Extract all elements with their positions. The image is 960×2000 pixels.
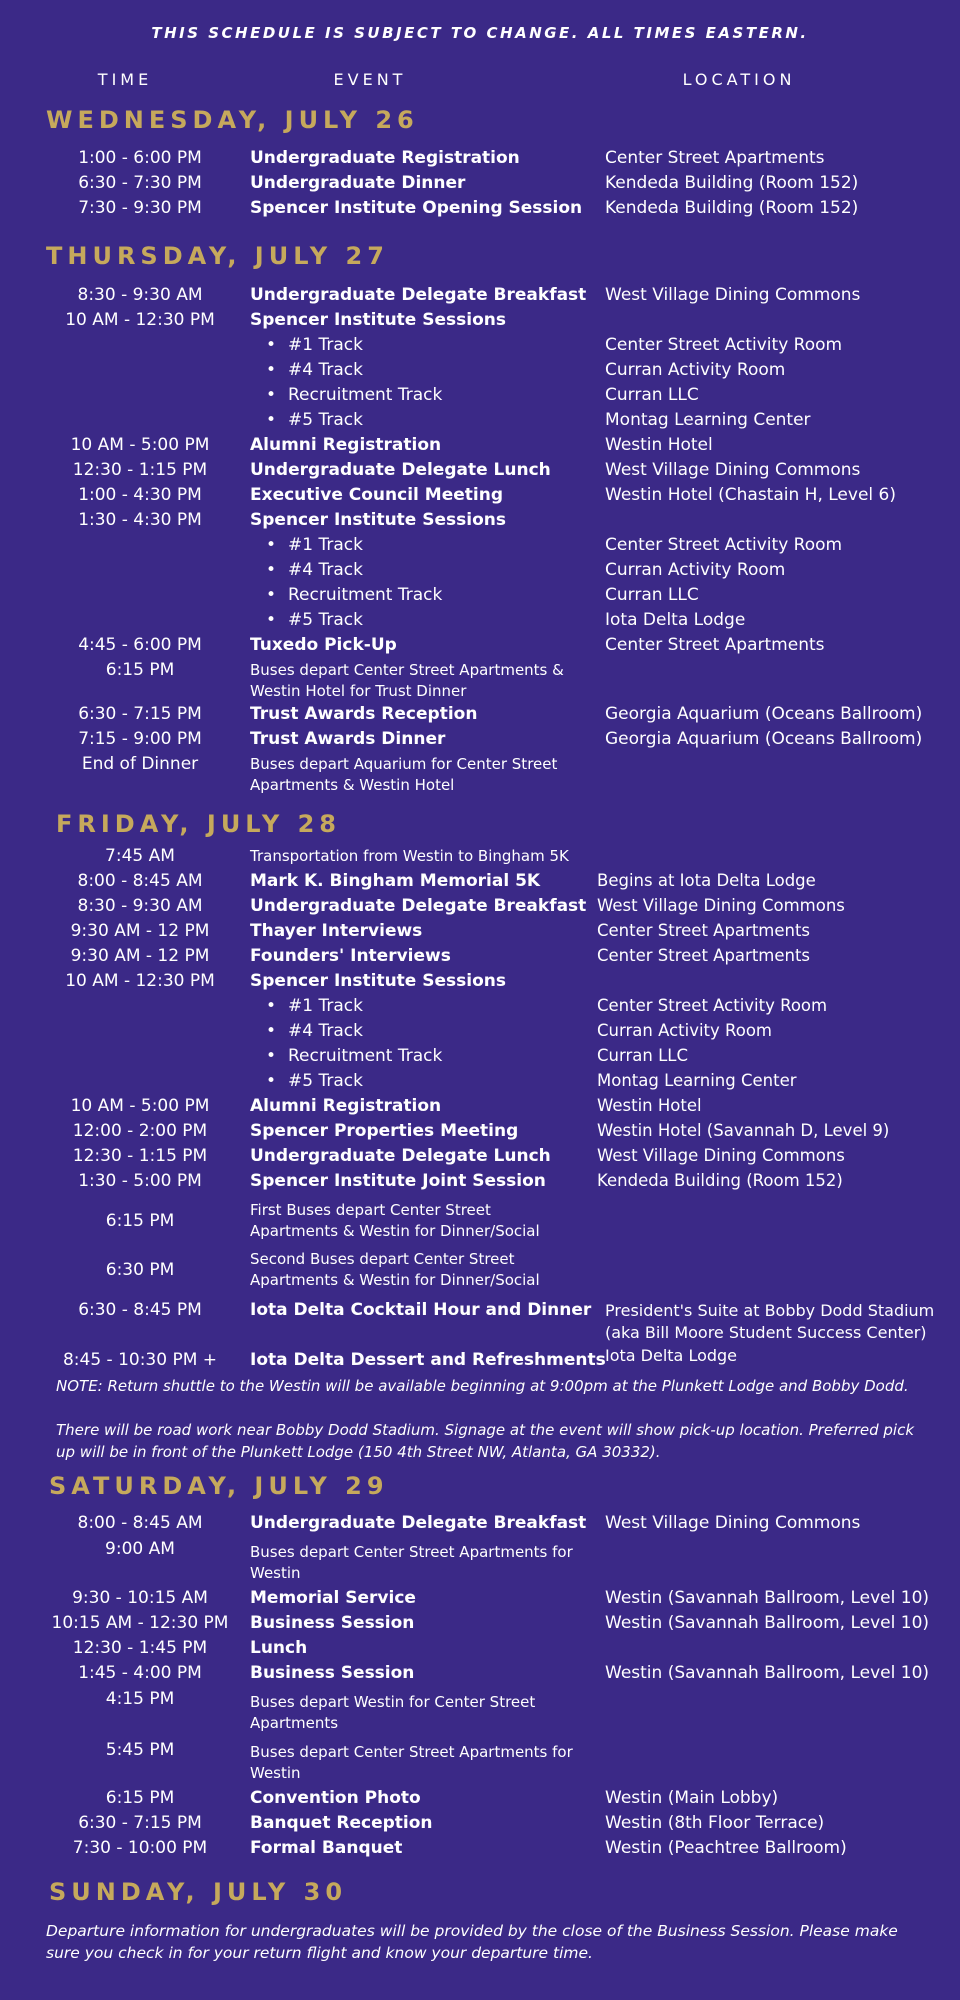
bullet-icon: •	[265, 1071, 277, 1091]
track-row	[0, 535, 960, 560]
track-row	[0, 585, 960, 610]
row-time: 1:00 - 6:00 PM	[78, 148, 202, 168]
row-location: Westin Hotel	[605, 435, 713, 455]
row-time: End of Dinner	[81, 754, 199, 774]
schedule-row	[0, 1613, 960, 1638]
row-event: Business Session	[250, 1663, 415, 1683]
schedule-row	[0, 946, 960, 971]
row-location: Center Street Apartments	[605, 148, 825, 168]
schedule-row	[0, 871, 960, 896]
row-time: 6:15 PM	[105, 1788, 175, 1808]
row-event	[262, 1071, 363, 1091]
row-event	[262, 535, 363, 555]
track-row	[0, 610, 960, 635]
bullet-icon: •	[265, 410, 277, 430]
track-label: #1 Track	[288, 535, 363, 555]
row-location: Center Street Apartments	[597, 946, 811, 965]
row-event	[262, 360, 363, 380]
row-time: 8:00 - 8:45 AM	[77, 871, 203, 891]
row-time: 6:15 PM	[105, 660, 175, 680]
row-time: 9:30 AM - 12 PM	[70, 921, 210, 941]
row-time: 1:45 - 4:00 PM	[78, 1663, 202, 1683]
row-location: Curran Activity Room	[597, 1021, 773, 1040]
row-time: 9:30 - 10:15 AM	[72, 1588, 208, 1608]
row-time: 12:30 - 1:45 PM	[72, 1638, 208, 1658]
row-location: Curran Activity Room	[605, 560, 786, 580]
row-event: Undergraduate Dinner	[250, 173, 466, 193]
row-location: West Village Dining Commons	[597, 1146, 845, 1165]
row-event: Executive Council Meeting	[250, 485, 503, 505]
row-location: Curran LLC	[605, 385, 699, 405]
day-heading-wednesday: WEDNESDAY, JULY 26	[46, 106, 419, 134]
friday-note-roadwork: There will be road work near Bobby Dodd Stadium. Signage at the event will show pick-up location. Preferred pick up will be in front of the Plunkett Lodge (150 4th Street NW, Atlanta, GA 30332).	[56, 1421, 915, 1461]
row-location: Kendeda Building (Room 152)	[605, 173, 859, 193]
row-event: Tuxedo Pick-Up	[250, 635, 397, 655]
row-event: Trust Awards Dinner	[250, 729, 446, 749]
row-location: Center Street Activity Room	[605, 535, 843, 555]
track-row	[0, 560, 960, 585]
bullet-icon: •	[265, 385, 277, 405]
schedule-row	[0, 1171, 960, 1196]
row-event	[262, 1021, 363, 1041]
row-location: Westin (Savannah Ballroom, Level 10)	[605, 1588, 930, 1608]
row-time: 7:45 AM	[105, 846, 175, 866]
row-time: 10 AM - 12:30 PM	[65, 971, 215, 991]
track-label: #4 Track	[288, 1021, 363, 1041]
row-location: Westin (Savannah Ballroom, Level 10)	[605, 1663, 930, 1683]
row-location: Westin (Savannah Ballroom, Level 10)	[605, 1613, 930, 1633]
row-time: 4:15 PM	[105, 1689, 175, 1709]
schedule-row	[0, 660, 960, 704]
schedule-row	[0, 846, 960, 871]
track-row	[0, 1071, 960, 1096]
schedule-row	[0, 310, 960, 335]
row-time: 10:15 AM - 12:30 PM	[51, 1613, 229, 1633]
schedule-row	[0, 435, 960, 460]
row-location: West Village Dining Commons	[605, 460, 861, 480]
schedule-row	[0, 1513, 960, 1538]
row-event-detail: Second Buses depart Center Street Apartments & Westin for Dinner/Social	[250, 1250, 540, 1289]
row-location: Center Street Apartments	[597, 921, 811, 940]
row-event: Trust Awards Reception	[250, 704, 478, 724]
track-label: #5 Track	[288, 410, 363, 430]
row-event: Memorial Service	[250, 1588, 416, 1608]
schedule-row	[0, 1146, 960, 1171]
row-event: Lunch	[250, 1638, 308, 1658]
row-event: Founders' Interviews	[250, 946, 451, 966]
schedule-row	[0, 754, 960, 798]
schedule-row	[0, 1689, 960, 1733]
track-row	[0, 385, 960, 410]
row-time: 1:00 - 4:30 PM	[78, 485, 202, 505]
row-location: Iota Delta Lodge	[605, 610, 746, 630]
track-label: #1 Track	[288, 996, 363, 1016]
row-event	[262, 1046, 442, 1066]
schedule-row	[0, 1838, 960, 1863]
row-event: Thayer Interviews	[250, 921, 423, 941]
schedule-row	[0, 1813, 960, 1838]
row-location: Westin (8th Floor Terrace)	[605, 1813, 825, 1833]
row-event: Spencer Institute Sessions	[250, 971, 506, 991]
bullet-icon: •	[265, 996, 277, 1016]
row-event	[262, 610, 363, 630]
row-time: 6:30 - 7:15 PM	[78, 1813, 202, 1833]
schedule-row	[0, 729, 960, 754]
row-location: Westin Hotel (Savannah D, Level 9)	[597, 1121, 890, 1140]
schedule-row	[0, 1121, 960, 1146]
row-location: Westin (Peachtree Ballroom)	[605, 1838, 847, 1858]
row-event: Undergraduate Registration	[250, 148, 520, 168]
row-location: West Village Dining Commons	[605, 285, 861, 305]
schedule-row	[0, 921, 960, 946]
bullet-icon: •	[265, 1046, 277, 1066]
row-event-detail: Buses depart Westin for Center Street Apartments	[250, 1693, 536, 1732]
track-label: Recruitment Track	[288, 1046, 443, 1066]
row-event: Iota Delta Dessert and Refreshments	[250, 1350, 606, 1370]
bullet-icon: •	[265, 335, 277, 355]
schedule-row	[0, 1638, 960, 1663]
row-event	[262, 560, 363, 580]
track-label: #4 Track	[288, 560, 363, 580]
row-event: Banquet Reception	[250, 1813, 433, 1833]
row-event	[262, 410, 363, 430]
track-label: Recruitment Track	[288, 385, 443, 405]
row-location: President's Suite at Bobby Dodd Stadium (aka Bill Moore Student Success Center)	[605, 1301, 935, 1342]
row-location: Curran LLC	[605, 585, 699, 605]
schedule-row	[0, 285, 960, 310]
row-time: 7:30 - 10:00 PM	[72, 1838, 208, 1858]
schedule-row	[0, 1788, 960, 1813]
row-time: 6:30 - 7:30 PM	[78, 173, 202, 193]
day-heading-friday: FRIDAY, JULY 28	[56, 810, 341, 838]
track-row	[0, 996, 960, 1021]
row-time: 4:45 - 6:00 PM	[78, 635, 202, 655]
row-event-detail: First Buses depart Center Street Apartments & Westin for Dinner/Social	[250, 1201, 540, 1240]
schedule-row	[0, 704, 960, 729]
schedule-row	[0, 1249, 960, 1293]
row-event	[262, 385, 442, 405]
track-row	[0, 335, 960, 360]
row-time: 6:30 - 8:45 PM	[78, 1300, 202, 1320]
row-time: 10 AM - 5:00 PM	[70, 1096, 210, 1116]
row-location: West Village Dining Commons	[597, 896, 845, 915]
row-event: Alumni Registration	[250, 435, 442, 455]
row-time: 5:45 PM	[105, 1740, 175, 1760]
track-label: #1 Track	[288, 335, 363, 355]
row-event: Spencer Institute Opening Session	[250, 198, 583, 218]
track-label: #5 Track	[288, 610, 363, 630]
bullet-icon: •	[265, 535, 277, 555]
row-event	[262, 335, 363, 355]
schedule-row	[0, 1588, 960, 1613]
row-event: Undergraduate Delegate Breakfast	[250, 1513, 587, 1533]
row-event: Undergraduate Delegate Breakfast	[250, 285, 587, 305]
row-location: Georgia Aquarium (Oceans Ballroom)	[605, 729, 923, 749]
row-time: 12:30 - 1:15 PM	[72, 1146, 208, 1166]
row-location: Montag Learning Center	[597, 1071, 797, 1090]
row-event: Alumni Registration	[250, 1096, 442, 1116]
row-event: Undergraduate Delegate Lunch	[250, 460, 551, 480]
row-location: Center Street Activity Room	[605, 335, 843, 355]
row-location: Center Street Apartments	[605, 635, 825, 655]
schedule-notice: THIS SCHEDULE IS SUBJECT TO CHANGE. ALL TIMES EASTERN.	[151, 24, 809, 42]
row-time: 7:30 - 9:30 PM	[78, 198, 202, 218]
row-event	[262, 585, 442, 605]
row-location: Westin Hotel	[597, 1096, 702, 1115]
row-time: 7:15 - 9:00 PM	[78, 729, 202, 749]
day-heading-thursday: THURSDAY, JULY 27	[46, 242, 389, 270]
friday-note-shuttle: NOTE: Return shuttle to the Westin will be available beginning at 9:00pm at the Plunkett Lodge and Bobby Dodd.	[56, 1377, 909, 1395]
schedule-row	[0, 1200, 960, 1244]
row-location: Begins at Iota Delta Lodge	[597, 871, 816, 890]
row-time: 6:30 - 7:15 PM	[78, 704, 202, 724]
row-event: Spencer Institute Sessions	[250, 310, 506, 330]
row-location: Iota Delta Lodge	[605, 1346, 738, 1365]
row-event: Spencer Properties Meeting	[250, 1121, 519, 1141]
row-time: 6:30 PM	[105, 1260, 175, 1280]
schedule-row	[0, 896, 960, 921]
day-heading-saturday: SATURDAY, JULY 29	[49, 1472, 389, 1500]
row-location: Curran LLC	[597, 1046, 688, 1065]
row-time: 9:30 AM - 12 PM	[70, 946, 210, 966]
row-event: Convention Photo	[250, 1788, 421, 1808]
bullet-icon: •	[265, 360, 277, 380]
row-time: 12:00 - 2:00 PM	[72, 1121, 208, 1141]
schedule-row	[0, 510, 960, 535]
track-row	[0, 410, 960, 435]
row-location: Kendeda Building (Room 152)	[597, 1171, 843, 1190]
schedule-row	[0, 635, 960, 660]
row-time: 6:15 PM	[105, 1211, 175, 1231]
row-location: Westin Hotel (Chastain H, Level 6)	[605, 485, 896, 505]
row-time: 8:30 - 9:30 AM	[77, 285, 203, 305]
schedule-row	[0, 485, 960, 510]
schedule-row	[0, 1663, 960, 1688]
row-event	[262, 996, 363, 1016]
track-label: Recruitment Track	[288, 585, 443, 605]
row-time: 1:30 - 5:00 PM	[78, 1171, 202, 1191]
row-location: Center Street Activity Room	[597, 996, 828, 1015]
day-heading-sunday: SUNDAY, JULY 30	[49, 1878, 348, 1906]
row-event-detail: Buses depart Center Street Apartments & Westin Hotel for Trust Dinner	[250, 661, 564, 700]
row-event-detail: Transportation from Westin to Bingham 5K	[250, 847, 569, 865]
bullet-icon: •	[265, 560, 277, 580]
row-event: Formal Banquet	[250, 1838, 403, 1858]
row-time: 9:00 AM	[105, 1539, 175, 1559]
track-row	[0, 1046, 960, 1071]
column-header-event: EVENT	[333, 70, 407, 89]
track-label: #5 Track	[288, 1071, 363, 1091]
row-location: Kendeda Building (Room 152)	[605, 198, 859, 218]
row-event: Iota Delta Cocktail Hour and Dinner	[250, 1300, 592, 1320]
row-event-detail: Buses depart Center Street Apartments for Westin	[250, 1543, 573, 1582]
row-location: Montag Learning Center	[605, 410, 811, 430]
bullet-icon: •	[265, 1021, 277, 1041]
schedule-row	[0, 1346, 960, 1371]
row-event: Undergraduate Delegate Lunch	[250, 1146, 551, 1166]
column-header-location: LOCATION	[682, 70, 796, 89]
track-label: #4 Track	[288, 360, 363, 380]
row-time: 8:00 - 8:45 AM	[77, 1513, 203, 1533]
sunday-departure-note: Departure information for undergraduates will be provided by the close of the Business Session. Please make sure you check in for your return flight and know your departure time.	[46, 1922, 898, 1962]
schedule-row	[0, 971, 960, 996]
schedule-row	[0, 1740, 960, 1784]
schedule-row	[0, 173, 960, 198]
row-time: 8:45 - 10:30 PM +	[62, 1350, 218, 1370]
row-time: 1:30 - 4:30 PM	[78, 510, 202, 530]
row-time: 10 AM - 12:30 PM	[65, 310, 215, 330]
row-time: 12:30 - 1:15 PM	[72, 460, 208, 480]
bullet-icon: •	[265, 585, 277, 605]
row-location: Westin (Main Lobby)	[605, 1788, 779, 1808]
schedule-row	[0, 1096, 960, 1121]
row-event: Undergraduate Delegate Breakfast	[250, 896, 587, 916]
row-event: Spencer Institute Sessions	[250, 510, 506, 530]
row-location: West Village Dining Commons	[605, 1513, 861, 1533]
row-time: 10 AM - 5:00 PM	[70, 435, 210, 455]
track-row	[0, 360, 960, 385]
schedule-row	[0, 198, 960, 223]
row-event: Spencer Institute Joint Session	[250, 1171, 546, 1191]
bullet-icon: •	[265, 610, 277, 630]
row-location: Curran Activity Room	[605, 360, 786, 380]
schedule-row	[0, 1539, 960, 1583]
track-row	[0, 1021, 960, 1046]
column-header-time: TIME	[97, 70, 153, 89]
schedule-row	[0, 460, 960, 485]
row-event: Mark K. Bingham Memorial 5K	[250, 871, 541, 891]
row-event-detail: Buses depart Center Street Apartments for Westin	[250, 1743, 573, 1782]
schedule-row	[0, 148, 960, 173]
row-location: Georgia Aquarium (Oceans Ballroom)	[605, 704, 923, 724]
row-event: Business Session	[250, 1613, 415, 1633]
row-time: 8:30 - 9:30 AM	[77, 896, 203, 916]
row-event-detail: Buses depart Aquarium for Center Street Apartments & Westin Hotel	[250, 755, 558, 794]
